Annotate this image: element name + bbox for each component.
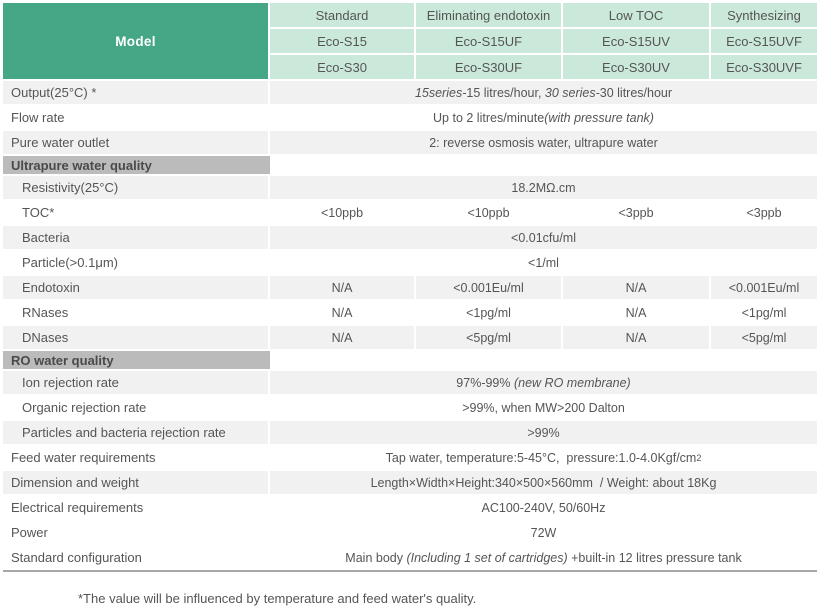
section-header-row <box>3 351 817 369</box>
table-bottom-border <box>3 570 817 572</box>
model-name-cell: Eco-S15UVF <box>711 29 817 53</box>
header-columns <box>270 3 817 79</box>
value-cell-spanned: 18.2MΩ.cm <box>270 176 817 199</box>
table-rows <box>3 81 817 569</box>
category-header-cell: Standard <box>270 3 414 27</box>
table-row <box>3 471 817 494</box>
value-cell-spanned: 15series- 15 litres/hour, 30 series- 30 litres/hour <box>270 81 817 104</box>
table-row <box>3 421 817 444</box>
row-label: Pure water outlet <box>3 131 268 154</box>
spec-table <box>3 3 817 572</box>
category-header-cell: Eliminating endotoxin <box>416 3 561 27</box>
row-label: Dimension and weight <box>3 471 268 494</box>
value-cell: <0.001Eu/ml <box>711 276 817 299</box>
value-cell-spanned: Main body (Including 1 set of cartridges) +built-in 12 litres pressure tank <box>345 550 742 565</box>
row-label: RNases <box>22 305 69 320</box>
table-row <box>3 301 817 324</box>
value-cell: <1pg/ml <box>741 305 787 320</box>
model-name-cell: Eco-S30UVF <box>711 55 817 79</box>
value-cell-spanned: >99% <box>270 421 817 444</box>
table-row <box>3 131 817 154</box>
row-label: Particles and bacteria rejection rate <box>3 421 268 444</box>
table-row <box>3 251 817 274</box>
value-cell: <5pg/ml <box>711 326 817 349</box>
model-header-cell: Model <box>3 3 268 79</box>
value-cell: <3ppb <box>618 205 654 220</box>
value-cell: N/A <box>563 276 709 299</box>
row-label: Particle(>0.1μm) <box>22 255 118 270</box>
value-cell-spanned: Length×Width×Height:340×500×560mm / Weight: about 18Kg <box>270 471 817 494</box>
value-cell: <10ppb <box>320 205 364 220</box>
value-cell: N/A <box>331 305 353 320</box>
model-name-cell: Eco-S15UF <box>416 29 561 53</box>
row-label: Endotoxin <box>3 276 268 299</box>
value-cell: N/A <box>270 326 414 349</box>
table-row <box>3 106 817 129</box>
table-row <box>3 521 817 544</box>
value-cell-spanned: 2: reverse osmosis water, ultrapure water <box>270 131 817 154</box>
row-label: Feed water requirements <box>11 450 156 465</box>
table-header <box>3 3 817 79</box>
value-cell-spanned: <0.01cfu/ml <box>270 226 817 249</box>
table-row <box>3 326 817 349</box>
model-name-cell: Eco-S15 <box>270 29 414 53</box>
table-row <box>3 371 817 394</box>
row-label: Flow rate <box>11 110 65 125</box>
table-row <box>3 496 817 519</box>
value-cell: <1pg/ml <box>466 305 511 320</box>
value-cell: <10ppb <box>467 205 510 220</box>
table-row <box>3 546 817 569</box>
row-label: Standard configuration <box>11 550 142 565</box>
table-row <box>3 81 817 104</box>
value-cell: N/A <box>563 326 709 349</box>
value-cell: <3ppb <box>746 205 782 220</box>
table-row <box>3 276 817 299</box>
row-label: Bacteria <box>3 226 268 249</box>
model-name-cell: Eco-S30UF <box>416 55 561 79</box>
row-label: Electrical requirements <box>11 500 144 515</box>
model-name-cell: Eco-S15UV <box>563 29 709 53</box>
table-row <box>3 446 817 469</box>
value-cell: <5pg/ml <box>416 326 561 349</box>
value-cell-spanned: Up to 2 litres/minute (with pressure tank) <box>433 110 654 125</box>
row-label: DNases <box>3 326 268 349</box>
table-row <box>3 226 817 249</box>
value-cell: N/A <box>625 305 647 320</box>
value-cell-spanned: Tap water, temperature:5-45°C, pressure:1.0-4.0Kgf/cm 2 <box>385 450 702 465</box>
table-row <box>3 396 817 419</box>
value-cell: N/A <box>270 276 414 299</box>
row-label: Resistivity(25°C) <box>3 176 268 199</box>
value-cell-spanned: 72W <box>530 525 557 540</box>
category-header-cell: Synthesizing <box>711 3 817 27</box>
table-row <box>3 201 817 224</box>
model-name-cell: Eco-S30UV <box>563 55 709 79</box>
value-cell: <0.001Eu/ml <box>416 276 561 299</box>
category-header-row <box>270 3 817 27</box>
model-name-cell: Eco-S30 <box>270 55 414 79</box>
section-header-row <box>3 156 817 174</box>
footnote: *The value will be influenced by temperature and feed water's quality. <box>78 591 477 606</box>
model-name-row <box>270 55 817 79</box>
row-label: Power <box>11 525 48 540</box>
row-label: Output(25°C) * <box>3 81 268 104</box>
row-label: TOC* <box>22 205 55 220</box>
section-header-label: Ultrapure water quality <box>3 156 270 174</box>
value-cell-spanned: >99%, when MW>200 Dalton <box>462 400 625 415</box>
value-cell-spanned: 97%-99% (new RO membrane) <box>270 371 817 394</box>
value-cell-spanned: AC100-240V, 50/60Hz <box>481 500 606 515</box>
table-row <box>3 176 817 199</box>
value-cell-spanned: <1/ml <box>528 255 559 270</box>
section-header-label: RO water quality <box>3 351 270 369</box>
category-header-cell: Low TOC <box>563 3 709 27</box>
model-name-row <box>270 29 817 53</box>
row-label: Organic rejection rate <box>22 400 147 415</box>
row-label: Ion rejection rate <box>3 371 268 394</box>
